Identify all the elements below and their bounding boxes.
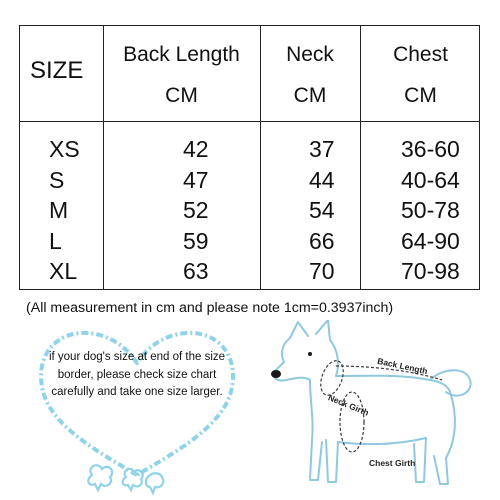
- chest-unit: CM: [404, 84, 437, 107]
- back-length-cell: 63: [183, 258, 209, 284]
- size-cell: L: [49, 227, 62, 254]
- neck-cell: 70: [309, 258, 335, 284]
- dog-silhouette-icon: [270, 320, 490, 500]
- measurement-note: (All measurement in cm and please note 1cm=0.3937inch): [26, 300, 394, 316]
- chest-cell: 50-78: [401, 197, 460, 223]
- neck-header: Neck: [286, 43, 334, 66]
- back-length-cell: 42: [183, 136, 209, 162]
- back-length-column: [103, 26, 260, 289]
- chest-cell: 36-60: [401, 136, 460, 162]
- size-cell: XS: [49, 136, 80, 162]
- neck-unit: CM: [293, 84, 327, 107]
- neck-girth-label: Neck Girth: [326, 392, 371, 418]
- neck-cell: 37: [309, 136, 335, 162]
- neck-cell: 66: [309, 227, 335, 254]
- chest-cell: 70-98: [401, 258, 460, 284]
- paw-icon: [88, 465, 163, 493]
- back-length-cell: 52: [183, 197, 209, 223]
- back-length-cell: 47: [183, 166, 209, 193]
- neck-cells: [260, 134, 360, 287]
- size-cell: XL: [49, 258, 78, 284]
- size-advice-text: if your dog's size at end of the size border, please check size chart carefully and take one size larger.: [48, 351, 226, 398]
- back-length-header: Back Length: [123, 43, 240, 66]
- neck-header-cell: [260, 26, 360, 121]
- back-length-unit: CM: [165, 84, 198, 107]
- chest-cells: [360, 134, 481, 287]
- chest-header-cell: [360, 26, 481, 121]
- back-length-header-cell: [103, 26, 260, 121]
- chest-girth-label: Chest Girth: [369, 458, 416, 468]
- size-cell: S: [49, 166, 65, 193]
- chest-header: Chest: [393, 43, 448, 66]
- eye-icon: [308, 352, 312, 356]
- back-length-cells: [103, 134, 260, 287]
- size-column: [20, 26, 103, 289]
- neck-cell: 44: [309, 166, 335, 193]
- chest-cell: 40-64: [401, 166, 460, 193]
- back-length-label: Back Length: [376, 355, 429, 377]
- nose-icon: [271, 370, 281, 378]
- dog-measurement-diagram: [270, 320, 490, 500]
- size-cells: [20, 134, 103, 287]
- neck-column: [260, 26, 360, 289]
- size-header: SIZE: [30, 57, 84, 84]
- back-length-cell: 59: [183, 227, 209, 254]
- chest-column: [360, 26, 481, 289]
- neck-cell: 54: [309, 197, 335, 223]
- heart-tip-bubble: [30, 325, 245, 495]
- size-chart-table: [19, 25, 480, 290]
- size-cell: M: [49, 197, 69, 223]
- chest-cell: 64-90: [401, 227, 460, 254]
- size-header-cell: [20, 26, 103, 121]
